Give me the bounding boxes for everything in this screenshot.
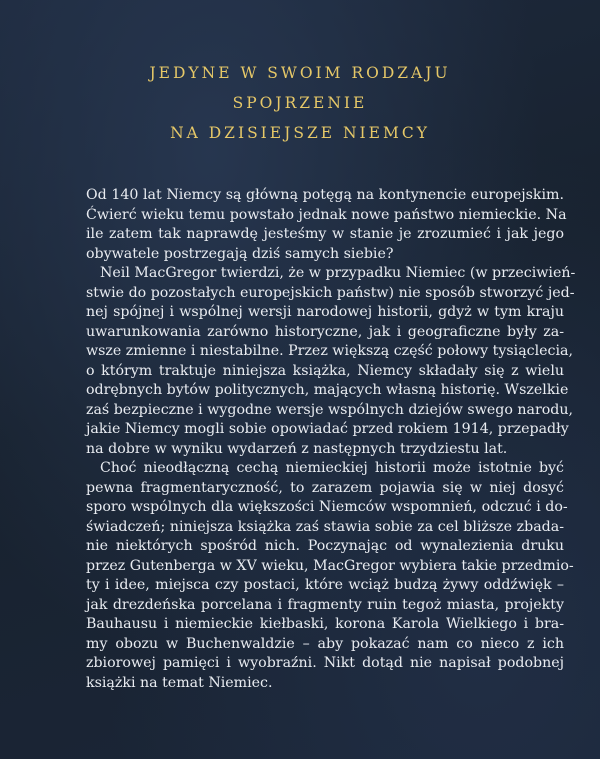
text-line: sporo wspólnych dla większości Niemców wspomnień, odczuć i do- [86, 499, 568, 515]
text-line: zbiorowej pamięci i wyobraźni. Nikt dotąd nie napisał podobnej [86, 655, 564, 671]
text-line: przez Gutenberga w XV wieku, MacGregor wybiera takie przedmio- [86, 557, 574, 574]
text-line: Choć nieodłączną cechą niemieckiej historii może istotnie być [100, 460, 564, 476]
text-line: zaś bezpieczne i wygodne wersje wspólnych dziejów swego narodu, [86, 401, 574, 418]
text-line: stwie do pozostałych europejskich państw) nie sposób stworzyć jed- [86, 284, 575, 301]
text-line: nej spójnej i wspólnej wersji narodowej historii, gdyż w tym kraju [86, 304, 564, 320]
text-line: na dobre w wyniku wydarzeń z następnych trzydziestu lat. [86, 440, 508, 457]
text-line: Bauhausu i niemieckie kiełbaski, korona Karola Wielkiego i bra- [86, 616, 564, 632]
text-line: Neil MacGregor twierdzi, że w przypadku Niemiec (w przeciwień- [100, 265, 576, 281]
text-line: pewna fragmentaryczność, to zarazem pojawia się w niej dosyć [86, 479, 564, 496]
paragraph-2 [86, 264, 576, 459]
text-line: jak drezdeńska porcelana i fragmenty ruin tegoż miasta, projekty [86, 596, 564, 613]
text-line: uwarunkowania zarówno historyczne, jak i geograficzne były za- [86, 323, 564, 340]
blurb-text [86, 186, 576, 693]
text-line: o którym traktuje niniejsza książka, Niemcy składały się z wielu [86, 362, 564, 379]
paragraph-3 [86, 459, 574, 693]
paragraph-1 [86, 186, 567, 264]
headline-line-2: SPOJRZENIE [232, 94, 368, 112]
text-line: my obozu w Buchenwaldzie – aby pokazać nam co nieco z ich [86, 635, 564, 652]
headline-line-1: JEDYNE W SWOIM RODZAJU [149, 64, 451, 82]
text-line: nie niektórych spośród nich. Poczynając od wynalezienia druku [86, 538, 564, 554]
text-line: odrębnych bytów politycznych, mających własną historię. Wszelkie [86, 382, 569, 398]
headline-line-3: NA DZISIEJSZE NIEMCY [170, 124, 430, 142]
text-line: świadczeń; niniejsza książka zaś stawia sobie za cel bliższe zbada- [86, 518, 564, 535]
text-line: jakie Niemcy mogli sobie opowiadać przed rokiem 1914, przepadły [86, 421, 569, 437]
text-line: ty i idee, miejsca czy postaci, które wciąż budzą żywy oddźwięk – [86, 577, 564, 593]
text-line: książki na temat Niemiec. [86, 674, 273, 691]
headline [0, 58, 600, 148]
text-line: Ćwierć wieku temu powstało jednak nowe państwo niemieckie. Na [86, 206, 567, 223]
text-line: ile zatem tak naprawdę jesteśmy w stanie je zrozumieć i jak jego [86, 226, 564, 242]
text-line: Od 140 lat Niemcy są główną potęgą na kontynencie europejskim. [86, 187, 564, 203]
text-line: obywatele postrzegają dziś samych siebie? [86, 245, 394, 262]
text-line: wsze zmienne i niestabilne. Przez większą część połowy tysiąclecia, [86, 343, 574, 359]
